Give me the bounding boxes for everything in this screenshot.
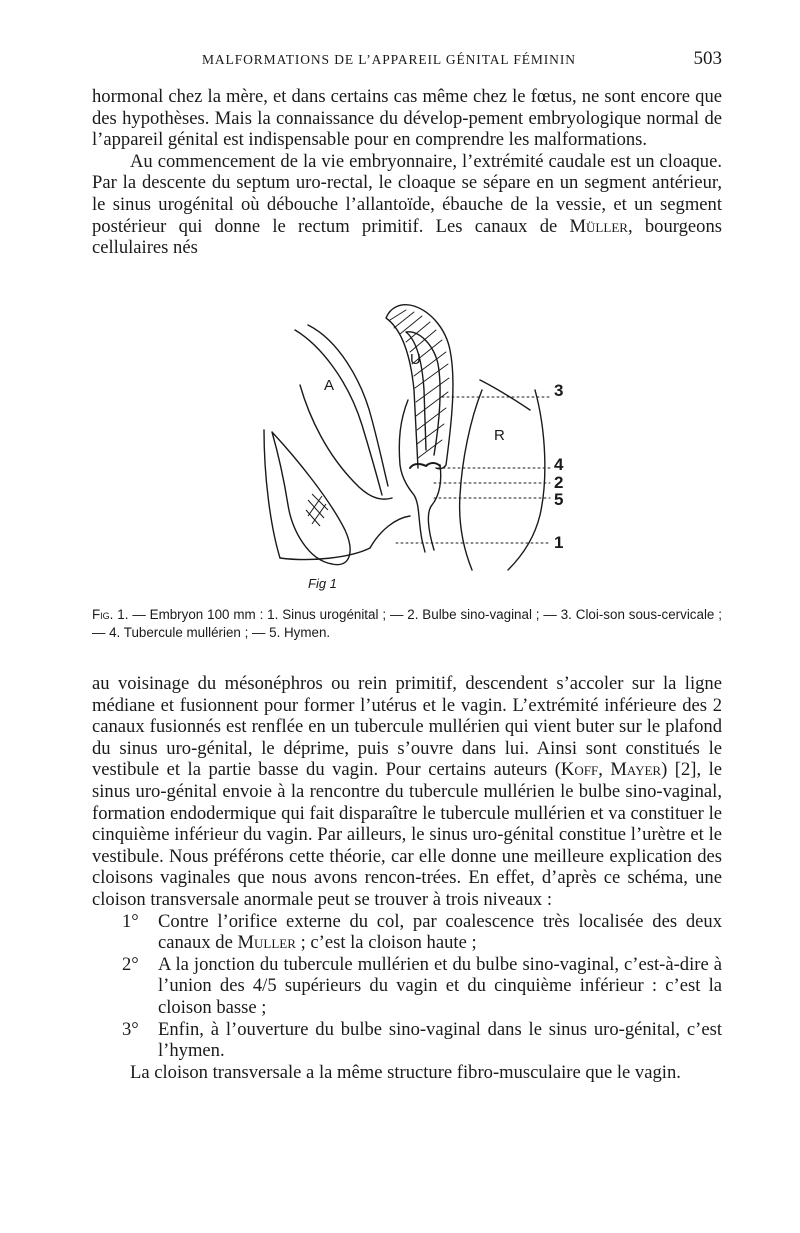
- list-item-3: [92, 1019, 722, 1062]
- paragraph-1: hormonal chez la mère, et dans certains cas même chez le fœtus, ne sont encore que des hypothèses. Mais la connaissance du dévelop-pement embryologique normal de l’appareil génital est indispensable pour en comprendre les malformations.: [92, 86, 722, 151]
- figure-label-3: 3: [554, 381, 564, 400]
- list-number-1: 1°: [122, 910, 139, 932]
- figure-handwritten-label: Fig 1: [308, 576, 337, 591]
- author-name-koff: Koff: [560, 759, 599, 781]
- figure-caption: [92, 606, 722, 642]
- author-name-mayer: Mayer: [610, 759, 662, 781]
- mullerian-tubercle: [410, 463, 440, 468]
- figure-label-5: 5: [554, 490, 564, 509]
- list-item-2: [92, 954, 722, 1019]
- paragraph-3-text-a: au voisinage du mésonéphros ou rein primitif, descendent s’accoler sur la ligne médiane et fusionnent pour former l’utérus et le vagin. L’extrémité inférieure des 2 canaux fusionnés est renflée en un tubercule mullérien qui vient buter sur le plafond du sinus uro-génital, le déprime, puis s’ouvre dans lui. Ainsi sont constitués le vestibule et la partie basse du vagin. Pour certains auteurs (: [92, 673, 722, 781]
- caption-label: Fig. 1.: [92, 607, 129, 622]
- vaginal-canal-back: [428, 465, 440, 550]
- page-header: [92, 48, 722, 74]
- list-text-1b: ; c’est la cloison haute ;: [295, 932, 477, 954]
- list-number-3: 3°: [122, 1018, 139, 1040]
- list-item-1: [92, 911, 722, 954]
- figure-label-u: U: [410, 351, 421, 368]
- uterus-outer-wall: [386, 305, 453, 469]
- paragraph-2-text-b: , bourgeons cellulaires nés: [92, 215, 722, 259]
- paragraph-2-text-a: Au commencement de la vie embryonnaire, l’extrémité caudale est un cloaque. Par la descente du septum uro-rectal, le cloaque se sépare en un segment antérieur, le sinus urogénital où débouche l’allantoïde, ébauche de la vessie, et un segment postérieur qui donne le rectum primitif. Les canaux de: [92, 150, 722, 237]
- list-number-2: 2°: [122, 953, 139, 975]
- anatomical-figure: [250, 290, 580, 600]
- pubic-outline-inner: [272, 432, 350, 565]
- paragraph-2: [92, 151, 722, 259]
- text-block-bottom: [92, 673, 722, 1083]
- bladder-outline-inner: [308, 325, 388, 486]
- figure-label-a: A: [324, 377, 335, 394]
- paragraph-3-text-b: ) [2], le sinus uro-génital envoie à la rencontre du tubercule mullérien le bulbe sino-vaginal, formation endodermique qui fait disparaître le tubercule mullérien et va constituer le cinquième inférieur du vagin. Par ailleurs, le sinus uro-génital constitue l’urètre et le vestibule. Nous préférons cette théorie, car elle donne une meilleure explication des cloisons vaginales que nous avons rencon-trées. En effet, d’après ce schéma, une cloison transversale anormale peut se trouver à trois niveaux :: [92, 759, 723, 910]
- list-text-2: A la jonction du tubercule mullérien et du bulbe sino-vaginal, c’est-à-dire à l’union des 4/5 supérieurs du vagin et du cinquième inférieur : c’est la cloison basse ;: [158, 953, 722, 1018]
- paragraph-4: La cloison transversale a la même structure fibro-musculaire que le vagin.: [130, 1061, 681, 1083]
- perineum-curve: [370, 516, 410, 548]
- embryo-schematic-drawing: [250, 290, 580, 600]
- running-title: MALFORMATIONS DE L’APPAREIL GÉNITAL FÉMININ: [202, 52, 576, 67]
- pubic-outline-outer: [264, 430, 280, 558]
- figure-label-1: 1: [554, 533, 564, 552]
- text-block-top: [92, 86, 722, 259]
- pubic-crosshatch: [306, 494, 328, 526]
- figure-label-r: R: [494, 427, 505, 444]
- list-text-1a: Contre l’orifice externe du col, par coalescence très localisée des deux canaux de: [158, 910, 722, 954]
- list-text-3: Enfin, à l’ouverture du bulbe sino-vaginal dans le sinus uro-génital, c’est l’hymen.: [158, 1018, 722, 1062]
- paragraph-3: [92, 673, 722, 911]
- author-name-muller-2: Muller: [237, 932, 296, 954]
- pubic-curve: [280, 548, 370, 560]
- figure-label-2: 2: [554, 473, 564, 492]
- caption-text: — Embryon 100 mm : 1. Sinus urogénital ; — 2. Bulbe sino-vaginal ; — 3. Cloi-son sous-cervicale ; — 4. Tubercule mullérien ; — 5. Hymen.: [92, 607, 722, 640]
- vaginal-canal-front: [399, 400, 425, 552]
- author-name-muller: Müller: [569, 215, 628, 237]
- figure-label-4: 4: [554, 455, 564, 474]
- posterior-tissue: [480, 380, 530, 410]
- author-separator: ,: [598, 759, 611, 781]
- bladder-outline-outer: [295, 330, 382, 495]
- page-number: 503: [693, 48, 722, 69]
